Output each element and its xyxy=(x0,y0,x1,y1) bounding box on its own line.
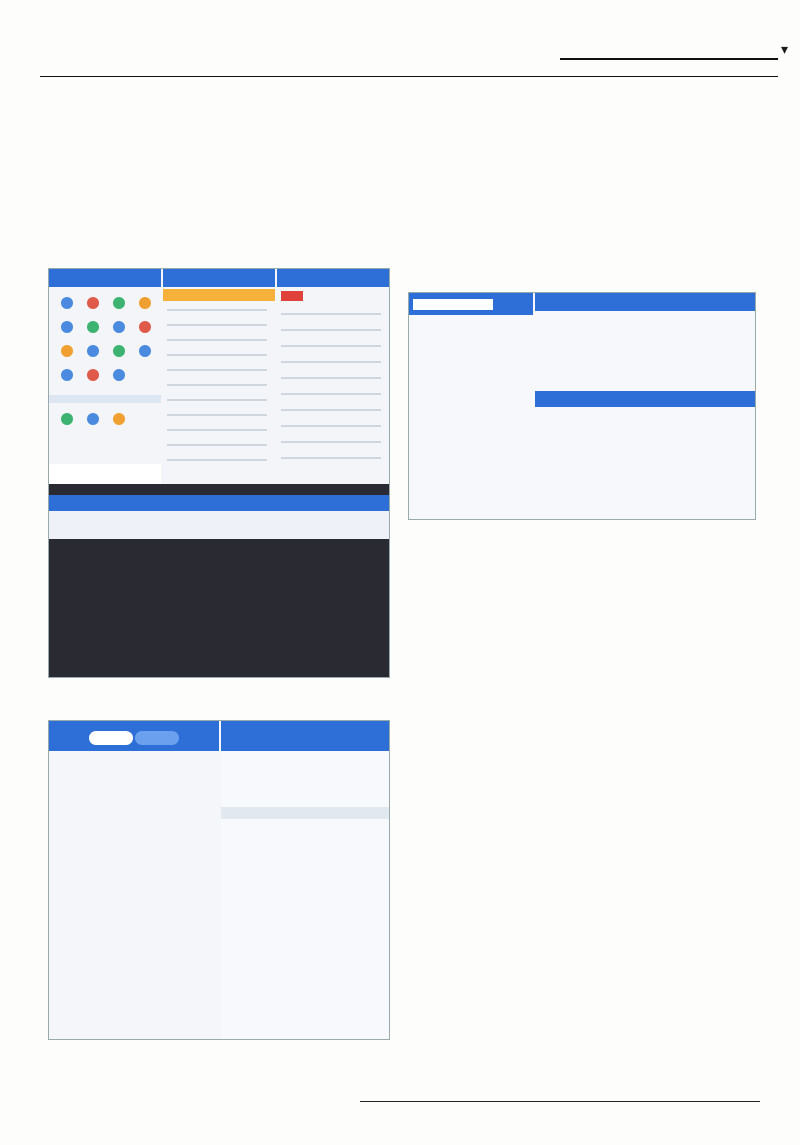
figure-6-screenshot xyxy=(48,268,390,678)
figure-7-screenshot xyxy=(48,720,390,1040)
figure-8-screenshot xyxy=(408,292,756,520)
header-rule-thick xyxy=(560,58,778,60)
header-dot: ▾ xyxy=(780,42,788,58)
figure-6-svg xyxy=(49,269,389,677)
figure-8-svg xyxy=(409,293,755,519)
footer-rule xyxy=(360,1101,760,1102)
header-rule-thin xyxy=(40,76,778,77)
figure-7-svg xyxy=(49,721,389,1039)
